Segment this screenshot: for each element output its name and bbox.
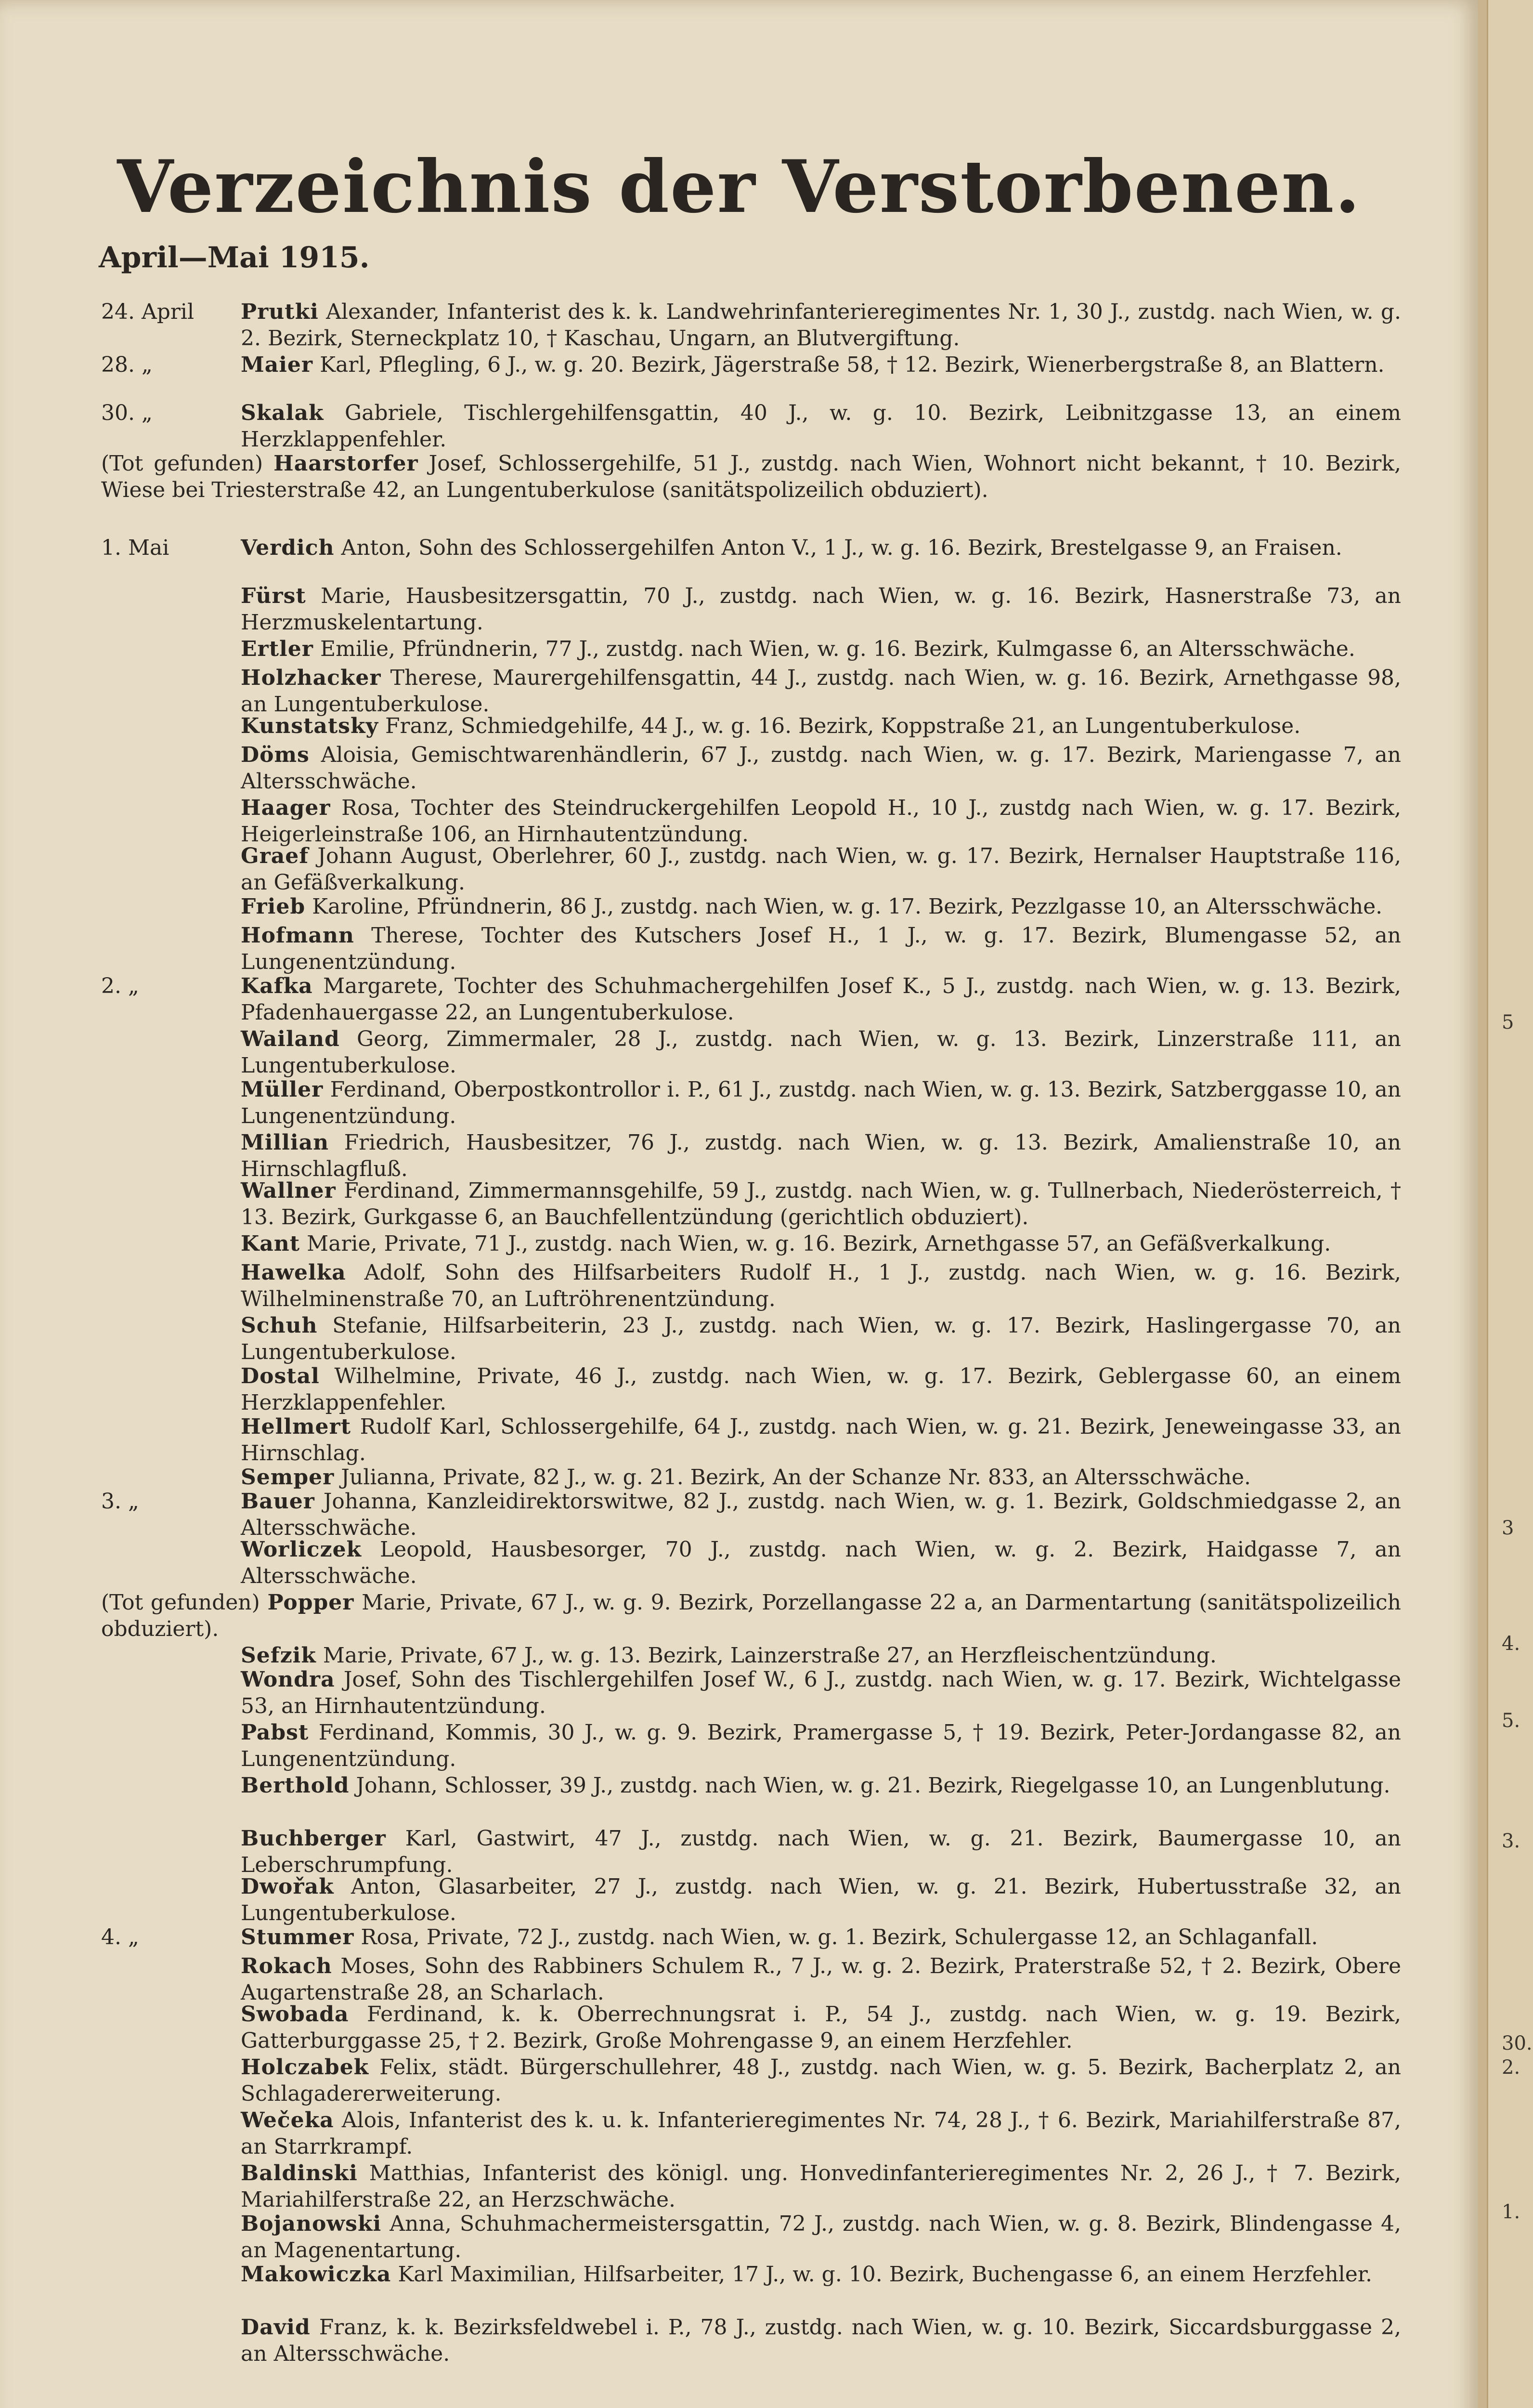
entry-details: Karl, Gastwirt, 47 J., zustdg. nach Wien, w. g. 21. Bezirk, Baumergasse 10, an Leberschrumpfung. xyxy=(241,1826,1401,1877)
entry-details: Gabriele, Tischlergehilfensgattin, 40 J., w. g. 10. Bezirk, Leibnitzgasse 13, an einem Herzklappenfehler. xyxy=(241,401,1401,452)
entry-details: Franz, Schmiedgehilfe, 44 J., w. g. 16. Bezirk, Koppstraße 21, an Lungentuberkulose. xyxy=(385,714,1301,738)
edge-mark: 30. xyxy=(1502,2032,1533,2055)
entry-details: Friedrich, Hausbesitzer, 76 J., zustdg. nach Wien, w. g. 13. Bezirk, Amalienstraße 10, an Hirnschlagfluß. xyxy=(241,1130,1401,1181)
entry-text xyxy=(241,1924,1401,1950)
entry-text xyxy=(241,1642,1401,1669)
entry-details: Margarete, Tochter des Schuhmachergehilfen Josef K., 5 J., zustdg. nach Wien, w. g. 13. Bezirk, Pfadenhauergasse 22, an Lungentuberkulose. xyxy=(241,974,1401,1025)
entry-details: Marie, Private, 67 J., w. g. 9. Bezirk, Porzellangasse 22 a, an Darmentartung (sanitätspolizeilich obduziert). xyxy=(101,1590,1401,1641)
entry-text xyxy=(241,1772,1401,1799)
entry-details: Alexander, Infanterist des k. k. Landwehrinfanterieregimentes Nr. 1, 30 J., zustdg. nach Wien, w. g. 2. Bezirk, Sterneckplatz 10, † Kaschau, Ungarn, an Blutvergiftung. xyxy=(241,300,1401,351)
entry-details: Karoline, Pfründnerin, 86 J., zustdg. nach Wien, w. g. 17. Bezirk, Pezzlgasse 10, an Altersschwäche. xyxy=(312,894,1383,919)
entry-surname: Swobada xyxy=(241,2002,349,2027)
entry-surname: Kunstatsky xyxy=(241,714,379,738)
entry-surname: Skalak xyxy=(241,401,324,425)
entry-text xyxy=(241,2314,1401,2367)
entry-details: Marie, Private, 67 J., w. g. 13. Bezirk, Lainzerstraße 27, an Herzfleischentzündung. xyxy=(323,1643,1217,1668)
entry-surname: Holzhacker xyxy=(241,666,381,690)
entry-text xyxy=(241,795,1401,848)
entry-details: Matthias, Infanterist des königl. ung. Honvedinfanterieregimentes Nr. 2, 26 J., † 7. Bezirk, Mariahilferstraße 22, an Herzschwäche. xyxy=(241,2161,1401,2212)
entry-text xyxy=(241,1129,1401,1182)
entry-surname: Berthold xyxy=(241,1773,350,1798)
entry-text xyxy=(241,1488,1401,1541)
entry-details: Stefanie, Hilfsarbeiterin, 23 J., zustdg. nach Wien, w. g. 17. Bezirk, Haslingergasse 70, an Lungentuberkulose. xyxy=(241,1313,1401,1364)
entry-surname: Bojanowski xyxy=(241,2212,382,2236)
entry-surname: Döms xyxy=(241,743,310,767)
entry-surname: Schuh xyxy=(241,1313,318,1338)
entry-surname: Hellmert xyxy=(241,1414,351,1439)
entry-surname: Graef xyxy=(241,844,309,868)
adjacent-page-edge xyxy=(1487,0,1533,2408)
entry-details: Emilie, Pfründnerin, 77 J., zustdg. nach Wien, w. g. 16. Bezirk, Kulmgasse 6, an Altersschwäche. xyxy=(320,637,1355,661)
entry-surname: Worliczek xyxy=(241,1537,362,1562)
entry-text xyxy=(241,742,1401,795)
page-title: Verzeichnis der Verstorbenen. xyxy=(117,144,1361,229)
entry-text xyxy=(241,2211,1401,2264)
entry-text xyxy=(241,1363,1401,1416)
entry-details: Anna, Schuhmachermeistersgattin, 72 J., zustdg. nach Wien, w. g. 8. Bezirk, Blindengasse 4, an Magenentartung. xyxy=(241,2212,1401,2263)
entry-surname: Verdich xyxy=(241,536,335,560)
entry-surname: Holczabek xyxy=(241,2055,369,2080)
entry-details: Ferdinand, Oberpostkontrollor i. P., 61 J., zustdg. nach Wien, w. g. 13. Bezirk, Satzberggasse 10, an Lungenentzündung. xyxy=(241,1077,1401,1128)
entry-details: Ferdinand, Zimmermannsgehilfe, 59 J., zustdg. nach Wien, w. g. Tullnerbach, Niederösterreich, † 13. Bezirk, Gurkgasse 6, an Bauchfellentzündung (gerichtlich obduziert). xyxy=(241,1178,1401,1230)
entry-text xyxy=(241,299,1401,352)
entry-surname: Haarstorfer xyxy=(273,451,418,476)
edge-mark: 5. xyxy=(1502,1710,1520,1732)
entry-surname: Müller xyxy=(241,1077,324,1102)
entry-surname: Stummer xyxy=(241,1925,354,1950)
entry-date: 24. April xyxy=(101,300,195,324)
entry-text xyxy=(241,400,1401,453)
entry-text xyxy=(241,2261,1401,2288)
entry-details: Karl, Pflegling, 6 J., w. g. 20. Bezirk, Jägerstraße 58, † 12. Bezirk, Wienerbergstraße 8, an Blattern. xyxy=(320,353,1385,377)
entry-text xyxy=(241,1076,1401,1129)
entry-date: 28. „ xyxy=(101,353,153,377)
entry-surname: Wečeka xyxy=(241,2108,334,2133)
entry-surname: Hawelka xyxy=(241,1260,346,1285)
entry-surname: Frieb xyxy=(241,894,306,919)
entry-surname: David xyxy=(241,2315,311,2340)
entry-text xyxy=(241,352,1401,378)
edge-mark: 3 xyxy=(1502,1517,1514,1539)
entry-text xyxy=(241,973,1401,1026)
entry-text xyxy=(241,893,1401,920)
entry-details: Rosa, Tochter des Steindruckergehilfen Leopold H., 10 J., zustdg nach Wien, w. g. 17. Bezirk, Heigerleinstraße 106, an Hirnhautentzündung. xyxy=(241,796,1401,847)
entry-surname: Wailand xyxy=(241,1027,340,1051)
entry-text xyxy=(101,1589,1401,1642)
entry-text xyxy=(241,1953,1401,2006)
entry-surname: Maier xyxy=(241,353,313,377)
entry-text xyxy=(241,583,1401,636)
entry-details: Rosa, Private, 72 J., zustdg. nach Wien, w. g. 1. Bezirk, Schulergasse 12, an Schlaganfall. xyxy=(361,1925,1318,1950)
entry-surname: Bauer xyxy=(241,1489,315,1514)
entry-surname: Prutki xyxy=(241,300,319,324)
entry-details: Anton, Glasarbeiter, 27 J., zustdg. nach Wien, w. g. 21. Bezirk, Hubertusstraße 32, an Lungentuberkulose. xyxy=(241,1874,1401,1925)
entry-text xyxy=(241,2107,1401,2160)
entry-surname: Fürst xyxy=(241,584,306,608)
entry-text xyxy=(241,1719,1401,1772)
entry-surname: Hofmann xyxy=(241,923,354,948)
entry-text xyxy=(241,636,1401,662)
entry-date: 30. „ xyxy=(101,401,153,425)
entry-surname: Buchberger xyxy=(241,1826,386,1851)
edge-mark: 4. xyxy=(1502,1633,1520,1655)
entry-details: Rudolf Karl, Schlossergehilfe, 64 J., zustdg. nach Wien, w. g. 21. Bezirk, Jeneweingasse 33, an Hirnschlag. xyxy=(241,1414,1401,1466)
entry-text xyxy=(241,1666,1401,1719)
entry-details: Anton, Sohn des Schlossergehilfen Anton V., 1 J., w. g. 16. Bezirk, Brestelgasse 9, an Fraisen. xyxy=(341,536,1342,560)
entry-surname: Kant xyxy=(241,1231,300,1256)
page-subtitle: April—Mai 1915. xyxy=(99,241,370,275)
entry-details: Ferdinand, k. k. Oberrechnungsrat i. P., 54 J., zustdg. nach Wien, w. g. 19. Bezirk, Gatterburggasse 25, † 2. Bezirk, Große Mohrengasse 9, an einem Herzfehler. xyxy=(241,2002,1401,2053)
entry-date: 1. Mai xyxy=(101,536,169,560)
entry-details: Felix, städt. Bürgerschullehrer, 48 J., zustdg. nach Wien, w. g. 5. Bezirk, Bacherplatz 2, an Schlagadererweiterung. xyxy=(241,2055,1401,2106)
entry-date: 4. „ xyxy=(101,1925,139,1950)
entry-details: Julianna, Private, 82 J., w. g. 21. Bezirk, An der Schanze Nr. 833, an Altersschwäche. xyxy=(341,1465,1251,1490)
entry-surname: Wallner xyxy=(241,1178,336,1203)
entry-details: Wilhelmine, Private, 46 J., zustdg. nach Wien, w. g. 17. Bezirk, Geblergasse 60, an einem Herzklappenfehler. xyxy=(241,1364,1401,1415)
entry-text xyxy=(241,843,1401,896)
entry-date: 3. „ xyxy=(101,1489,139,1514)
entry-surname: Millian xyxy=(241,1130,329,1155)
edge-mark: 1. xyxy=(1502,2201,1520,2223)
edge-mark: 3. xyxy=(1502,1830,1520,1852)
entry-text xyxy=(241,535,1401,561)
entry-details: Franz, k. k. Bezirksfeldwebel i. P., 78 J., zustdg. nach Wien, w. g. 10. Bezirk, Siccardsburggasse 2, an Altersschwäche. xyxy=(241,2315,1401,2366)
entry-text xyxy=(241,713,1401,739)
entry-note: (Tot gefunden) xyxy=(101,1590,260,1615)
entry-details: Therese, Tochter des Kutschers Josef H., 1 J., w. g. 17. Bezirk, Blumengasse 52, an Lungenentzündung. xyxy=(241,923,1401,974)
entry-text xyxy=(241,2001,1401,2054)
entry-details: Moses, Sohn des Rabbiners Schulem R., 7 J., w. g. 2. Bezirk, Praterstraße 52, † 2. Bezirk, Obere Augartenstraße 28, an Scharlach. xyxy=(241,1954,1401,2005)
entry-text xyxy=(241,1178,1401,1230)
entry-text xyxy=(241,1230,1401,1257)
entry-text xyxy=(241,1873,1401,1926)
entry-surname: Makowiczka xyxy=(241,2262,391,2287)
entry-surname: Ertler xyxy=(241,637,313,661)
entry-details: Aloisia, Gemischtwarenhändlerin, 67 J., zustdg. nach Wien, w. g. 17. Bezirk, Mariengasse 7, an Altersschwäche. xyxy=(241,743,1401,794)
entry-details: Georg, Zimmermaler, 28 J., zustdg. nach Wien, w. g. 13. Bezirk, Linzerstraße 111, an Lungentuberkulose. xyxy=(241,1027,1401,1078)
entry-surname: Haager xyxy=(241,796,331,820)
entry-surname: Dwořak xyxy=(241,1874,334,1899)
entry-text xyxy=(241,922,1401,975)
entry-details: Marie, Private, 71 J., zustdg. nach Wien, w. g. 16. Bezirk, Arnethgasse 57, an Gefäßverkalkung. xyxy=(307,1231,1331,1256)
entry-details: Ferdinand, Kommis, 30 J., w. g. 9. Bezirk, Pramergasse 5, † 19. Bezirk, Peter-Jordangasse 82, an Lungenentzündung. xyxy=(241,1720,1401,1771)
entry-surname: Popper xyxy=(267,1590,354,1615)
entry-text xyxy=(241,2054,1401,2107)
entry-text xyxy=(241,1413,1401,1466)
entry-details: Josef, Sohn des Tischlergehilfen Josef W., 6 J., zustdg. nach Wien, w. g. 17. Bezirk, Wichtelgasse 53, an Hirnhautentzündung. xyxy=(241,1667,1401,1718)
entry-text xyxy=(241,1259,1401,1312)
entry-text xyxy=(241,1825,1401,1878)
entry-surname: Pabst xyxy=(241,1720,309,1745)
entry-surname: Dostal xyxy=(241,1364,320,1388)
entry-surname: Baldinski xyxy=(241,2161,358,2186)
entry-text xyxy=(241,1464,1401,1491)
entry-details: Alois, Infanterist des k. u. k. Infanterieregimentes Nr. 74, 28 J., † 6. Bezirk, Mariahilferstraße 87, an Starrkrampf. xyxy=(241,2108,1401,2159)
entry-details: Johann, Schlosser, 39 J., zustdg. nach Wien, w. g. 21. Bezirk, Riegelgasse 10, an Lungenblutung. xyxy=(356,1773,1390,1798)
edge-mark: 2. xyxy=(1502,2056,1520,2079)
entry-surname: Semper xyxy=(241,1465,335,1490)
entry-text xyxy=(241,1026,1401,1079)
edge-mark: 5 xyxy=(1502,1011,1514,1034)
entry-text xyxy=(241,2160,1401,2213)
entry-details: Johanna, Kanzleidirektorswitwe, 82 J., zustdg. nach Wien, w. g. 1. Bezirk, Goldschmiedgasse 2, an Altersschwäche. xyxy=(241,1489,1401,1540)
entry-date: 2. „ xyxy=(101,974,139,998)
entry-note: (Tot gefunden) xyxy=(101,451,263,476)
entry-surname: Sefzik xyxy=(241,1643,316,1668)
entry-details: Adolf, Sohn des Hilfsarbeiters Rudolf H., 1 J., zustdg. nach Wien, w. g. 16. Bezirk, Wilhelminenstraße 70, an Luftröhrenentzündung. xyxy=(241,1260,1401,1311)
entry-text xyxy=(101,450,1401,503)
entry-text xyxy=(241,1536,1401,1589)
entry-text xyxy=(241,665,1401,718)
entry-details: Josef, Schlossergehilfe, 51 J., zustdg. nach Wien, Wohnort nicht bekannt, † 10. Bezirk, Wiese bei Triesterstraße 42, an Lungentuberkulose (sanitätspolizeilich obduziert). xyxy=(101,451,1401,502)
entry-surname: Wondra xyxy=(241,1667,335,1692)
entry-details: Leopold, Hausbesorger, 70 J., zustdg. nach Wien, w. g. 2. Bezirk, Haidgasse 7, an Altersschwäche. xyxy=(241,1537,1401,1588)
entry-surname: Kafka xyxy=(241,974,313,998)
entry-details: Karl Maximilian, Hilfsarbeiter, 17 J., w. g. 10. Bezirk, Buchengasse 6, an einem Herzfehler. xyxy=(398,2262,1372,2287)
entry-details: Therese, Maurergehilfensgattin, 44 J., zustdg. nach Wien, w. g. 16. Bezirk, Arnethgasse 98, an Lungentuberkulose. xyxy=(241,666,1401,717)
entry-text xyxy=(241,1312,1401,1365)
entry-details: Marie, Hausbesitzersgattin, 70 J., zustdg. nach Wien, w. g. 16. Bezirk, Hasnerstraße 73, an Herzmuskelentartung. xyxy=(241,584,1401,635)
entry-surname: Rokach xyxy=(241,1954,332,1978)
entry-details: Johann August, Oberlehrer, 60 J., zustdg. nach Wien, w. g. 17. Bezirk, Hernalser Hauptstraße 116, an Gefäßverkalkung. xyxy=(241,844,1401,895)
